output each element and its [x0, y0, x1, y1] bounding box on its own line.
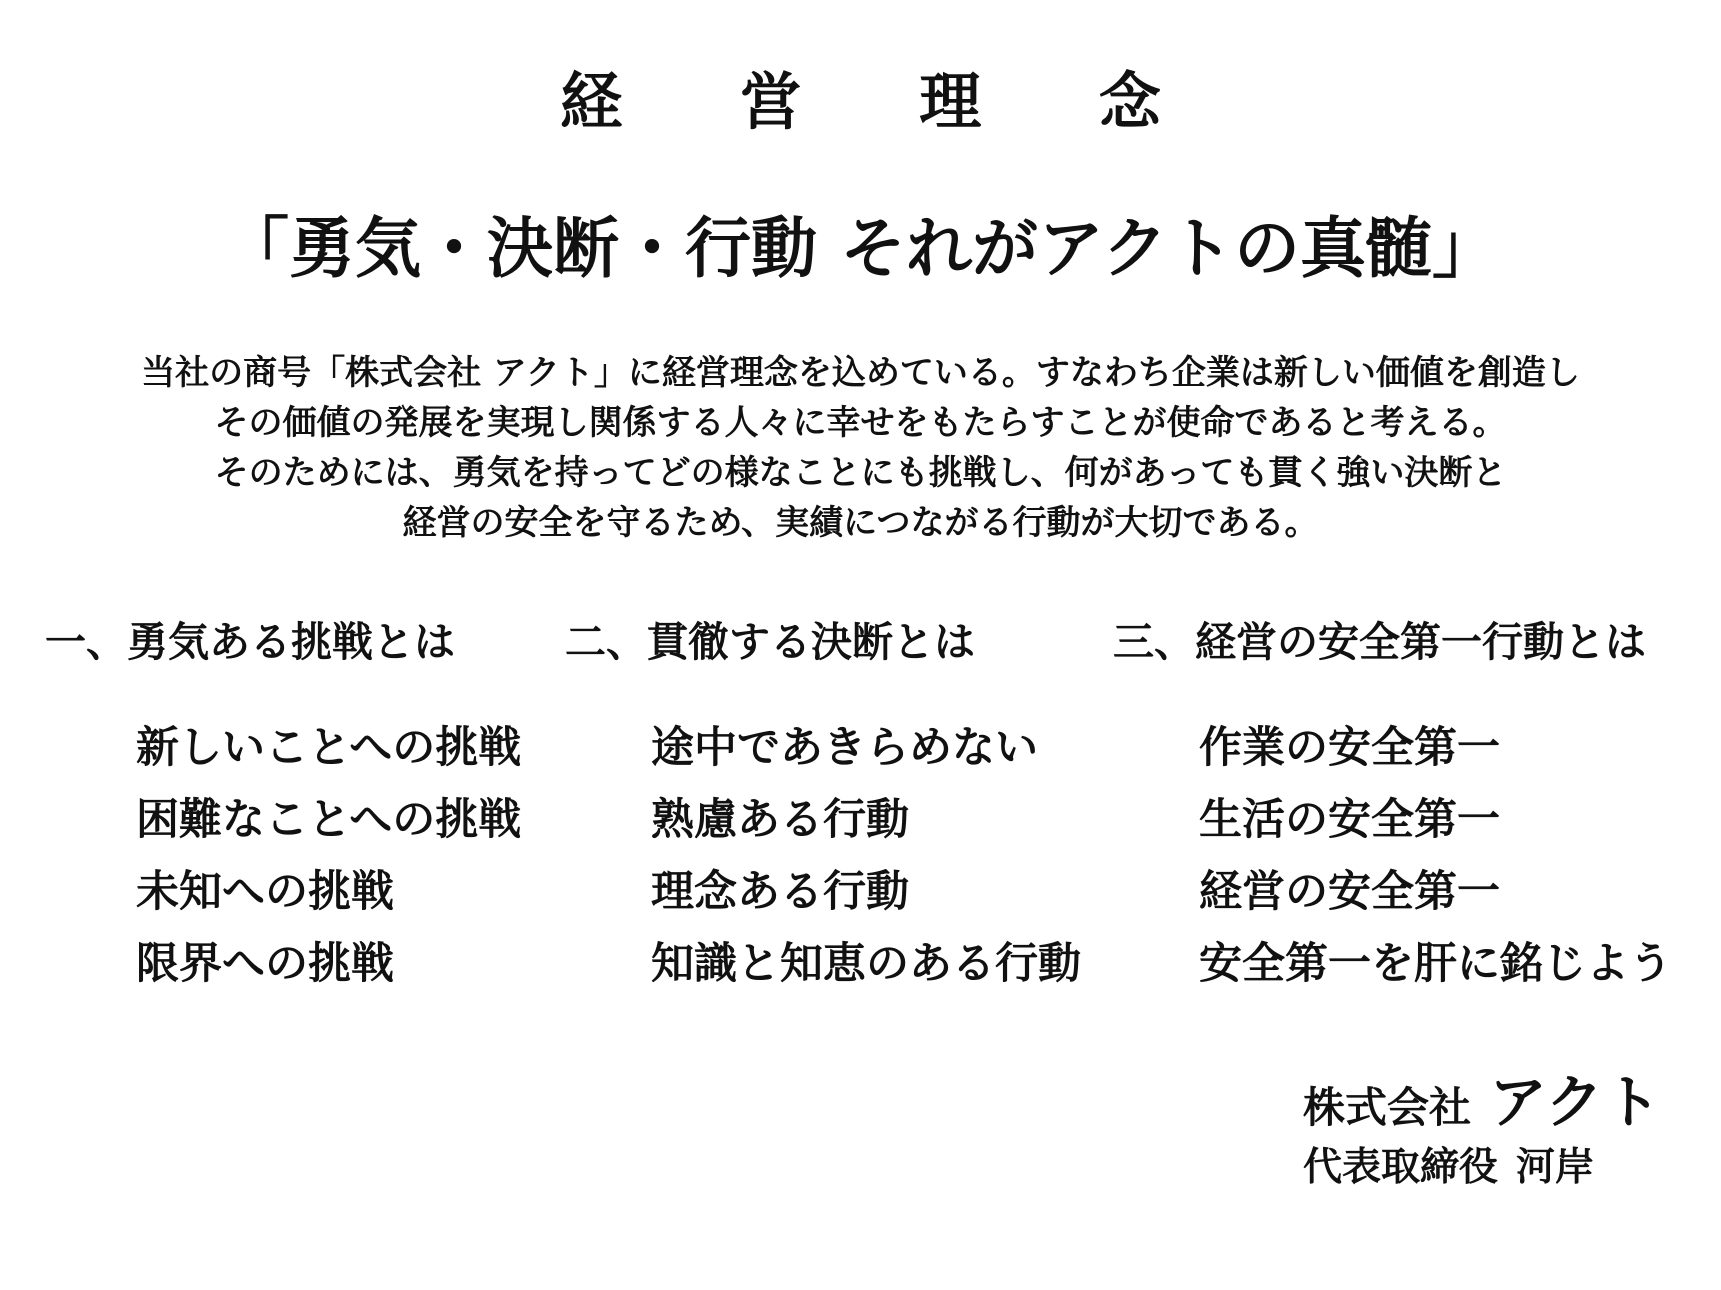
representative-name: 河岸: [1516, 1144, 1595, 1190]
slogan: 「勇気・決断・行動 それがアクトの真髄」: [223, 209, 1498, 287]
intro-paragraph: [0, 348, 1721, 548]
list-item: 未知への挑戦: [136, 867, 394, 917]
representative-title: 代表取締役: [1303, 1144, 1499, 1190]
section-item-list: [1113, 712, 1672, 1000]
intro-line: 経営の安全を守るため、実績につながる行動が大切である。: [402, 503, 1319, 543]
list-item: 限界への挑戦: [136, 939, 394, 989]
list-item: 新しいことへの挑戦: [136, 723, 522, 773]
section-item-list: [565, 712, 1081, 1000]
section-heading: 三、経営の安全第一行動とは: [1113, 618, 1646, 666]
signature-block: [1303, 1065, 1661, 1195]
section-courageous-challenge: [45, 610, 521, 1000]
list-item: 経営の安全第一: [1199, 867, 1500, 917]
company-brand-name: アクト: [1489, 1068, 1662, 1136]
list-item: 知識と知恵のある行動: [651, 939, 1081, 989]
section-heading: 二、貫徹する決断とは: [565, 618, 975, 666]
signature-company-line: [1303, 1065, 1661, 1139]
list-item: 生活の安全第一: [1199, 795, 1500, 845]
company-type: 株式会社: [1303, 1083, 1472, 1132]
list-item: 理念ある行動: [651, 867, 909, 917]
section-thorough-decision: [565, 610, 1081, 1000]
list-item: 熟慮ある行動: [651, 795, 909, 845]
intro-line: そのためには、勇気を持ってどの様なことにも挑戦し、何があっても貫く強い決断と: [214, 453, 1507, 493]
list-item: 困難なことへの挑戦: [136, 795, 522, 845]
list-item: 途中であきらめない: [651, 723, 1038, 773]
section-heading: 一、勇気ある挑戦とは: [45, 618, 455, 666]
list-item: 安全第一を肝に銘じよう: [1199, 939, 1672, 989]
section-safety-first-action: [1113, 610, 1672, 1000]
intro-line: その価値の発展を実現し関係する人々に幸せをもたらすことが使命であると考える。: [214, 403, 1507, 443]
intro-line: 当社の商号「株式会社 アクト」に経営理念を込めている。すなわち企業は新しい価値を創造し: [141, 353, 1580, 393]
section-item-list: [45, 712, 521, 1000]
list-item: 作業の安全第一: [1199, 723, 1500, 773]
page-title: 経 営 理 念: [560, 65, 1209, 138]
signature-representative-line: [1303, 1139, 1661, 1195]
